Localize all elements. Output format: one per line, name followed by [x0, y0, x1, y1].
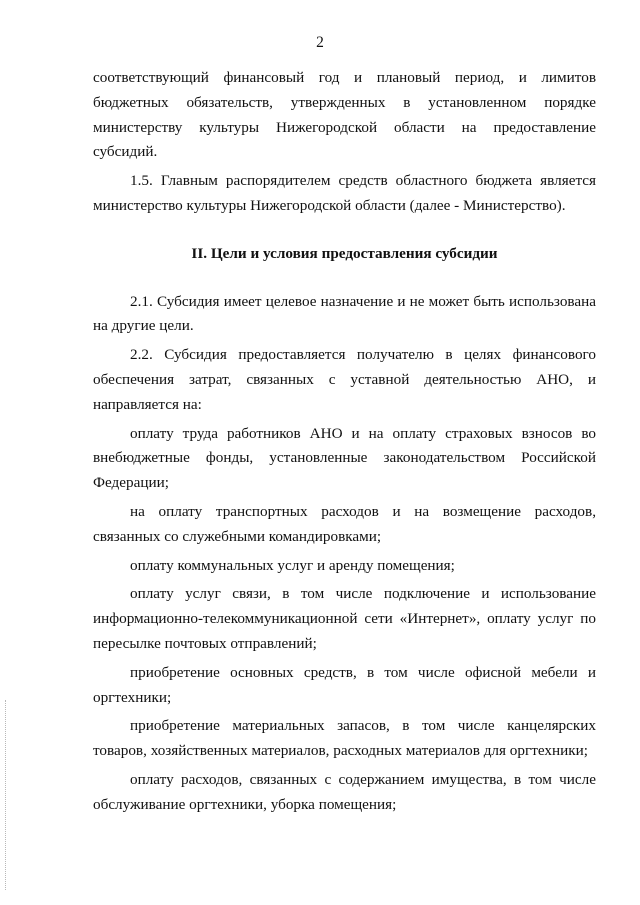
list-item-maintenance: оплату расходов, связанных с содержанием имущества, в том числе обслуживание оргтехники, уборка помещения; — [93, 770, 596, 813]
document-body — [93, 66, 596, 818]
paragraph-1-5: 1.5. Главным распорядителем средств областного бюджета является министерство культуры Нижегородской области (далее - Министерство). — [93, 172, 596, 214]
list-item-materials: приобретение материальных запасов, в том числе канцелярских товаров, хозяйственных материалов, расходных материалов для оргтехники; — [93, 717, 596, 760]
list-item-utilities: оплату коммунальных услуг и аренду помещения; — [130, 556, 455, 574]
list-item-salary: оплату труда работников АНО и на оплату страховых взносов во внебюджетные фонды, установленные законодательством Российской Федерации; — [93, 424, 596, 492]
scan-edge-mark — [5, 700, 7, 890]
paragraph-2-2: 2.2. Субсидия предоставляется получателю в целях финансового обеспечения затрат, связанных с уставной деятельностью АНО, и направляется на: — [93, 346, 596, 413]
paragraph-2-1: 2.1. Субсидия имеет целевое назначение и не может быть использована на другие цели. — [93, 292, 596, 335]
list-item-fixed-assets: приобретение основных средств, в том числе офисной мебели и оргтехники; — [93, 663, 596, 706]
section-heading: II. Цели и условия предоставления субсидии — [191, 244, 498, 262]
paragraph-continuation: соответствующий финансовый год и плановый период, и лимитов бюджетных обязательств, утвержденных в установленном порядке министерству культуры Нижегородской области на предоставление субсидий. — [93, 69, 596, 161]
page-number: 2 — [316, 34, 324, 51]
list-item-transport: на оплату транспортных расходов и на возмещение расходов, связанных со служебными командировками; — [93, 502, 596, 545]
list-item-communication: оплату услуг связи, в том числе подключение и использование информационно-телекоммуникационной сети «Интернет», оплату услуг по пересылке почтовых отправлений; — [93, 585, 596, 652]
